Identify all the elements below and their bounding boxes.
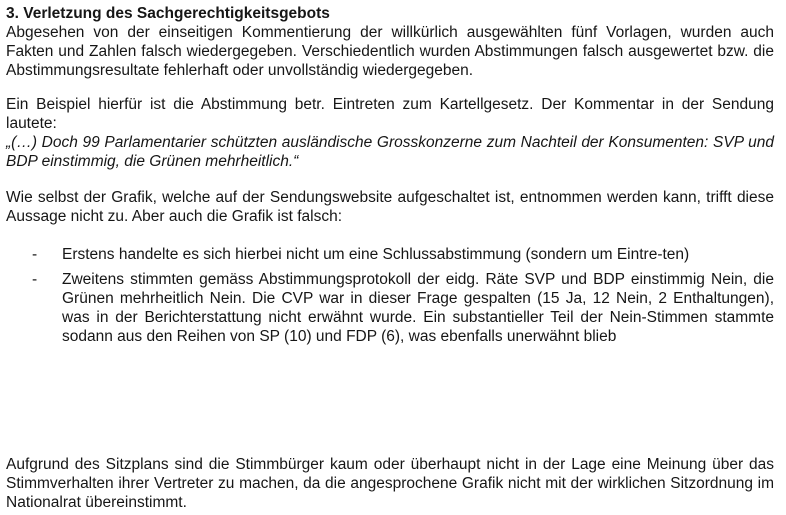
list-item-text: Erstens handelte es sich hierbei nicht um eine Schlussabstimmung (sondern um Eintre-ten) bbox=[62, 246, 690, 263]
quote-commentary: „(…) Doch 99 Parlamentarier schützten ausländische Grosskonzerne zum Nachteil der Konsumenten: SVP und BDP einstimmig, die Grünen mehrheitlich.“ bbox=[6, 134, 774, 170]
list-item bbox=[6, 270, 774, 346]
bullet-list bbox=[6, 245, 774, 346]
paragraph-example: Ein Beispiel hierfür ist die Abstimmung betr. Eintreten zum Kartellgesetz. Der Kommentar in der Sendung lautete: bbox=[6, 96, 774, 132]
paragraph-intro: Abgesehen von der einseitigen Kommentierung der willkürlich ausgewählten fünf Vorlagen, wurden auch Fakten und Zahlen falsch wiedergegeben. Verschiedentlich wurden Abstimmungen falsch ausgewertet bzw. die Abstimmungsresultate fehlerhaft oder unvollständig wiedergegeben. bbox=[6, 24, 774, 79]
paragraph-graphic: Wie selbst der Grafik, welche auf der Sendungswebsite aufgeschaltet ist, entnommen werden kann, trifft diese Aussage nicht zu. Aber auch die Grafik ist falsch: bbox=[6, 189, 774, 225]
list-item bbox=[6, 245, 774, 264]
paragraph-seating: Aufgrund des Sitzplans sind die Stimmbürger kaum oder überhaupt nicht in der Lage eine Meinung über das Stimmverhalten ihrer Vertreter zu machen, da die angesprochene Grafik nicht mit der wirklichen Sitzordnung im Nationalrat übereinstimmt. bbox=[6, 456, 774, 511]
list-item-text: Zweitens stimmten gemäss Abstimmungsprotokoll der eidg. Räte SVP und BDP einstimmig Nein, die Grünen mehrheitlich Nein. Die CVP war in dieser Frage gespalten (15 Ja, 12 Nein, 2 Enthaltungen), was in der Berichterstattung nicht erwähnt wurde. Ein substantieller Teil der Nein-Stimmen stammte sodann aus den Reihen von SP (10) und FDP (6), was ebenfalls unerwähnt blieb bbox=[62, 271, 774, 345]
list-dash: - bbox=[32, 246, 38, 263]
section-heading: 3. Verletzung des Sachgerechtigkeitsgebots bbox=[6, 5, 330, 22]
list-dash: - bbox=[32, 271, 38, 288]
